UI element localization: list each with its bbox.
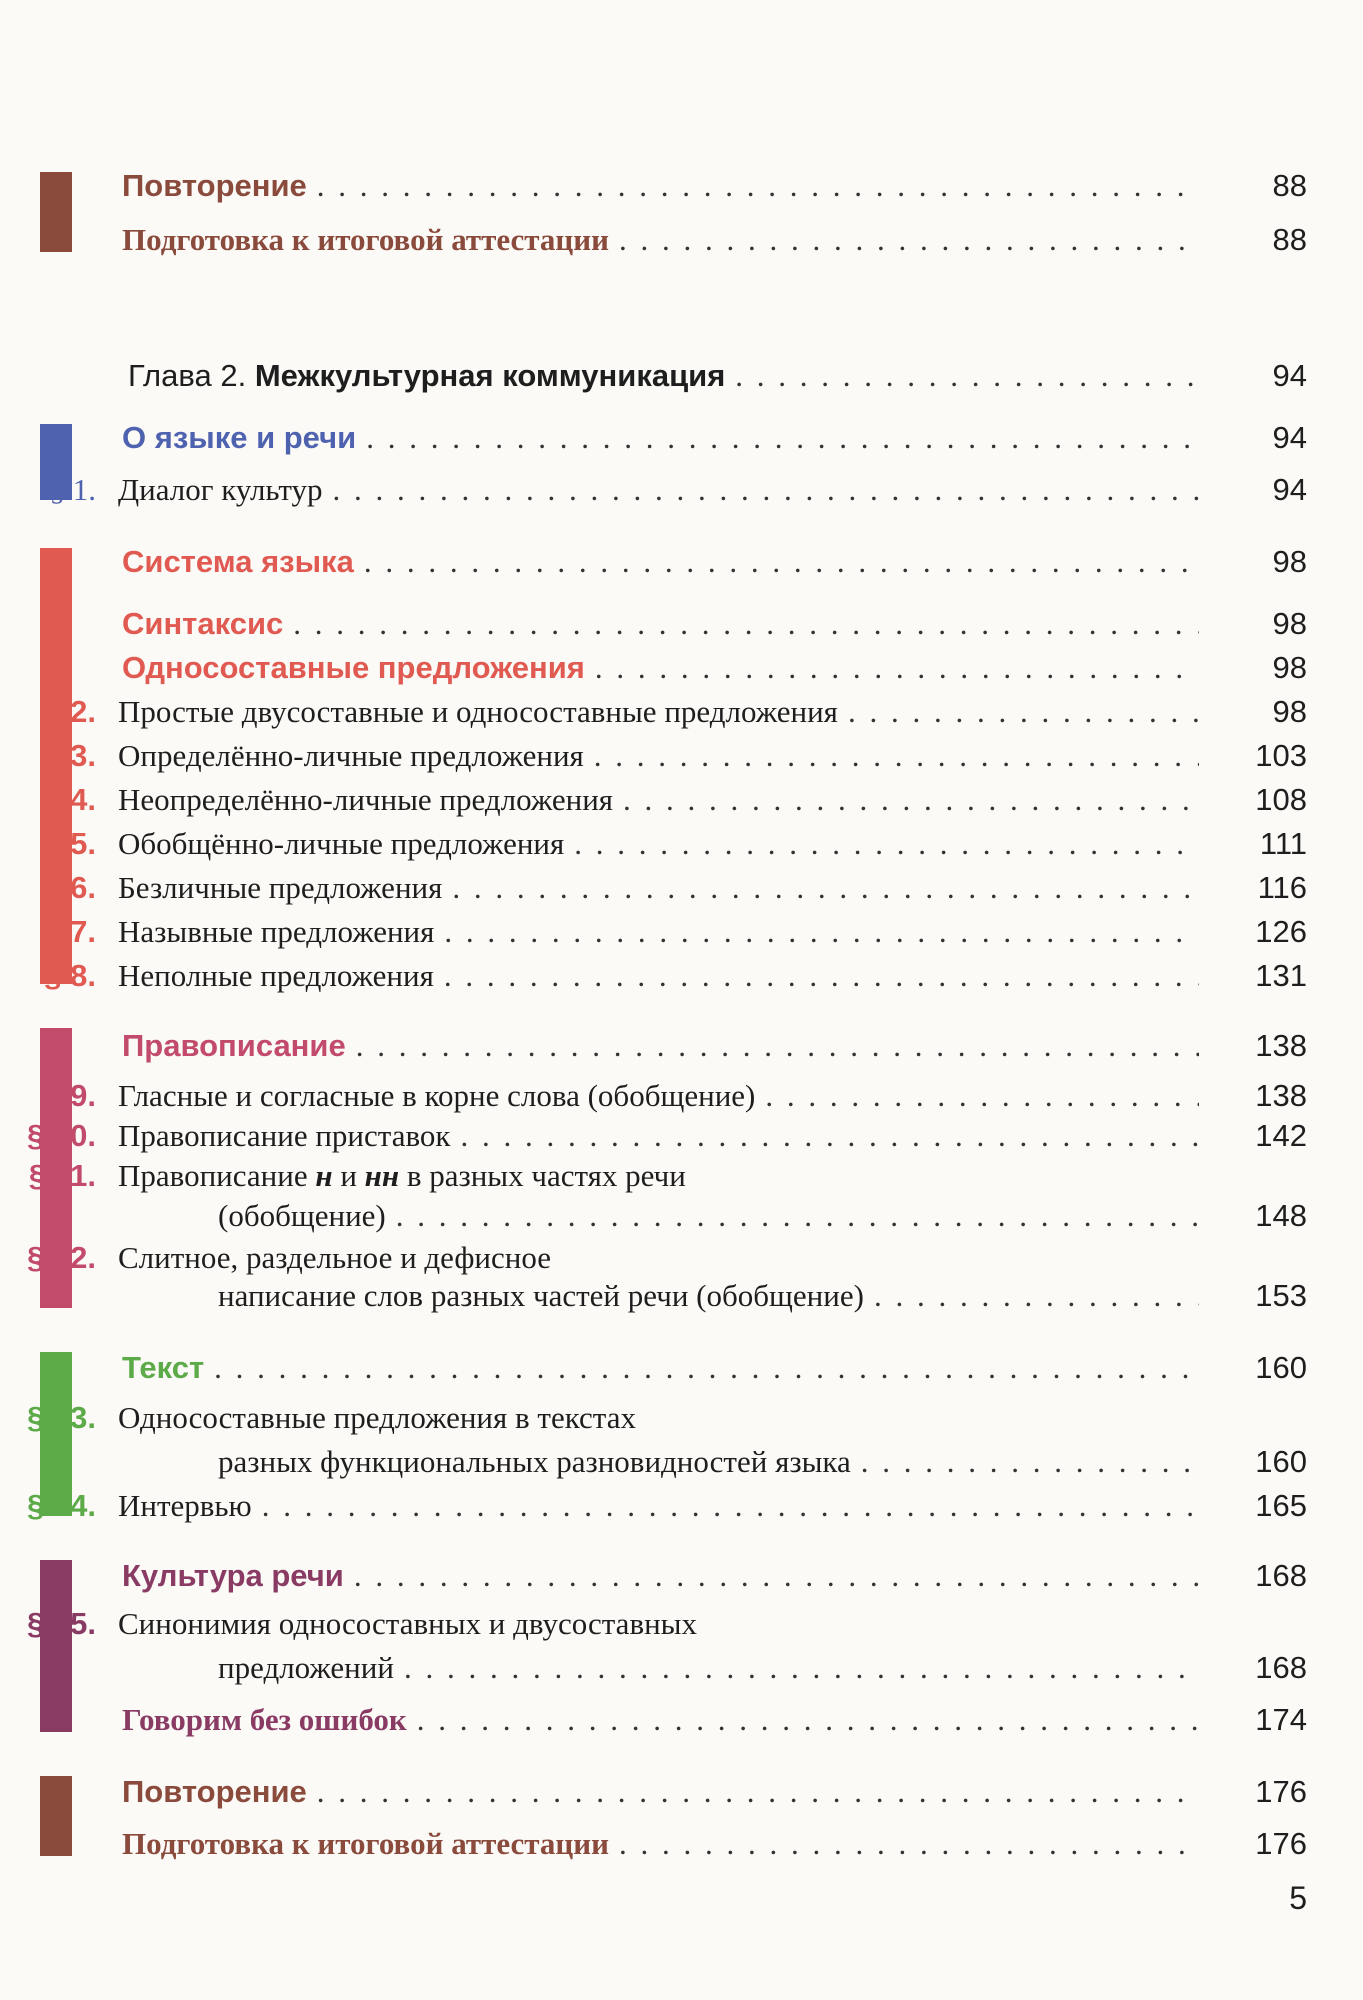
toc-entry-culture[interactable] [0,1554,1363,1598]
entry-title: Повторение [122,168,307,203]
toc-section-1[interactable] [0,468,1363,512]
dot-leader [262,1484,1199,1528]
section-number: § 2. [44,694,96,729]
section-number: § 12. [27,1240,96,1275]
section-title: Простые двусоставные и односоставные предложения [118,694,838,729]
toc-section-15-cont[interactable] [0,1646,1363,1690]
page-ref: 160 [1255,1444,1307,1479]
dot-leader [366,416,1199,460]
toc-section-7[interactable] [0,910,1363,954]
page-ref: 131 [1255,958,1307,993]
section-title: Односоставные предложения в текстах [118,1400,636,1435]
toc-entry-syntax[interactable] [0,602,1363,646]
toc-entry-attestation-2[interactable] [0,1822,1363,1866]
entry-title: Синтаксис [122,606,284,641]
dot-leader [460,1114,1199,1158]
entry-title: Подготовка к итоговой аттестации [122,222,609,257]
entry-title: Текст [122,1350,205,1385]
section-number: § 8. [44,958,96,993]
section-number: § 13. [27,1400,96,1435]
section-title: Назывные предложения [118,914,435,949]
page-ref: 94 [1272,472,1307,507]
page-ref: 148 [1255,1198,1307,1233]
toc-section-3[interactable] [0,734,1363,778]
dot-leader [293,602,1199,646]
entry-title: Правописание [122,1028,346,1063]
page-ref: 94 [1272,358,1307,393]
section-title: Обобщённо-личные предложения [118,826,565,861]
section-number: § 6. [44,870,96,905]
page-ref: 168 [1255,1650,1307,1685]
section-title: Неполные предложения [118,958,434,993]
chapter-label: Глава 2. [128,358,247,393]
toc-section-8[interactable] [0,954,1363,998]
toc-section-13[interactable] [0,1396,1363,1440]
toc-section-12-cont[interactable] [0,1274,1363,1318]
section-title-part: в разных частях речи [399,1158,686,1193]
letter-n: н [315,1158,333,1193]
dot-leader [356,1024,1199,1068]
section-number: § 10. [27,1118,96,1153]
dot-leader [417,1698,1199,1742]
entry-title: Система языка [122,544,354,579]
chapter-title [128,354,725,398]
entry-title: О языке и речи [122,420,357,455]
toc-entry-speak[interactable] [0,1698,1363,1742]
section-title-part: Правописание [118,1158,316,1193]
page-ref: 142 [1255,1118,1307,1153]
page-ref: 176 [1255,1826,1307,1861]
section-number: § 4. [44,782,96,817]
page-ref: 108 [1255,782,1307,817]
section-title: Определённо-личные предложения [118,738,584,773]
section-title: Правописание приставок [118,1118,451,1153]
entry-title: Односоставные предложения [122,650,585,685]
chapter-name: Межкультурная коммуникация [254,358,726,393]
toc-chapter-2[interactable] [0,354,1363,398]
page-ref: 168 [1255,1558,1307,1593]
dot-leader [574,822,1199,866]
section-title: Синонимия односоставных и двусоставных [118,1606,697,1641]
page-ref: 98 [1272,544,1307,579]
toc-section-10[interactable] [0,1114,1363,1158]
dot-leader [317,1770,1199,1814]
toc-section-13-cont[interactable] [0,1440,1363,1484]
toc-section-9[interactable] [0,1074,1363,1118]
dot-leader [595,646,1199,690]
dot-leader [444,910,1199,954]
dot-leader [619,1822,1199,1866]
toc-entry-one-part[interactable] [0,646,1363,690]
page-ref: 98 [1272,694,1307,729]
toc-entry-attestation[interactable] [0,218,1363,262]
dot-leader [214,1346,1199,1390]
toc-entry-text[interactable] [0,1346,1363,1390]
dot-leader [333,468,1199,512]
section-number: § 3. [44,738,96,773]
dot-leader [317,164,1199,208]
section-number: § 7. [44,914,96,949]
section-title: Безличные предложения [118,870,443,905]
toc-entry-about[interactable] [0,416,1363,460]
page-ref: 153 [1255,1278,1307,1313]
dot-leader [619,218,1199,262]
toc-section-5[interactable] [0,822,1363,866]
page-ref: 160 [1255,1350,1307,1385]
page-ref: 111 [1259,826,1307,861]
toc-section-11-cont[interactable] [0,1194,1363,1238]
dot-leader [452,866,1199,910]
page-ref: 116 [1257,870,1307,905]
page-ref: 88 [1272,222,1307,257]
section-number: § 11. [28,1158,96,1193]
toc-section-4[interactable] [0,778,1363,822]
page-ref: 138 [1255,1078,1307,1113]
page-ref: 94 [1272,420,1307,455]
toc-section-6[interactable] [0,866,1363,910]
toc-entry-system[interactable] [0,540,1363,584]
dot-leader [594,734,1199,778]
dot-leader [364,540,1199,584]
toc-section-15[interactable] [0,1602,1363,1646]
toc-section-14[interactable] [0,1484,1363,1528]
dot-leader [396,1194,1199,1238]
dot-leader [735,354,1199,398]
page-ref: 174 [1255,1702,1307,1737]
toc-entry-review[interactable] [0,164,1363,208]
section-number: § 1. [49,472,96,507]
section-number: § 15. [27,1606,96,1641]
section-title: Интервью [118,1488,252,1523]
dot-leader [404,1646,1199,1690]
section-title-continued: предложений [218,1650,394,1685]
page-ref: 103 [1255,738,1307,773]
toc-entry-review-2[interactable] [0,1770,1363,1814]
section-title: Слитное, раздельное и дефисное [118,1240,551,1275]
section-title-continued: разных функциональных разновидностей языка [218,1444,851,1479]
dot-leader [623,778,1199,822]
dot-leader [848,690,1199,734]
section-number: § 14. [27,1488,96,1523]
dot-leader [444,954,1199,998]
page-ref: 165 [1255,1488,1307,1523]
dot-leader [861,1440,1199,1484]
dot-leader [354,1554,1199,1598]
dot-leader [874,1274,1199,1318]
page-number: 5 [1289,1880,1307,1916]
entry-title: Повторение [122,1774,307,1809]
section-title-continued: (обобщение) [218,1198,386,1233]
section-title: Гласные и согласные в корне слова (обобщение) [118,1078,756,1113]
page-ref: 126 [1255,914,1307,949]
section-title-continued: написание слов разных частей речи (обобщение) [218,1278,864,1313]
section-number: § 9. [44,1078,96,1113]
section-title: Неопределённо-личные предложения [118,782,614,817]
section-title-part: и [332,1158,365,1193]
entry-title: Подготовка к итоговой аттестации [122,1826,609,1861]
page-ref: 176 [1255,1774,1307,1809]
page-ref: 138 [1255,1028,1307,1063]
section-number: § 5. [44,826,96,861]
section-title [118,1154,686,1198]
toc-section-11[interactable] [0,1154,1363,1198]
page-ref: 88 [1272,168,1307,203]
section-title: Диалог культур [118,472,323,507]
page-ref: 98 [1272,650,1307,685]
entry-title: Говорим без ошибок [122,1702,407,1737]
dot-leader [765,1074,1199,1118]
page-ref: 98 [1272,606,1307,641]
entry-title: Культура речи [122,1558,344,1593]
toc-entry-spelling[interactable] [0,1024,1363,1068]
toc-section-2[interactable] [0,690,1363,734]
letter-nn: нн [364,1158,400,1193]
